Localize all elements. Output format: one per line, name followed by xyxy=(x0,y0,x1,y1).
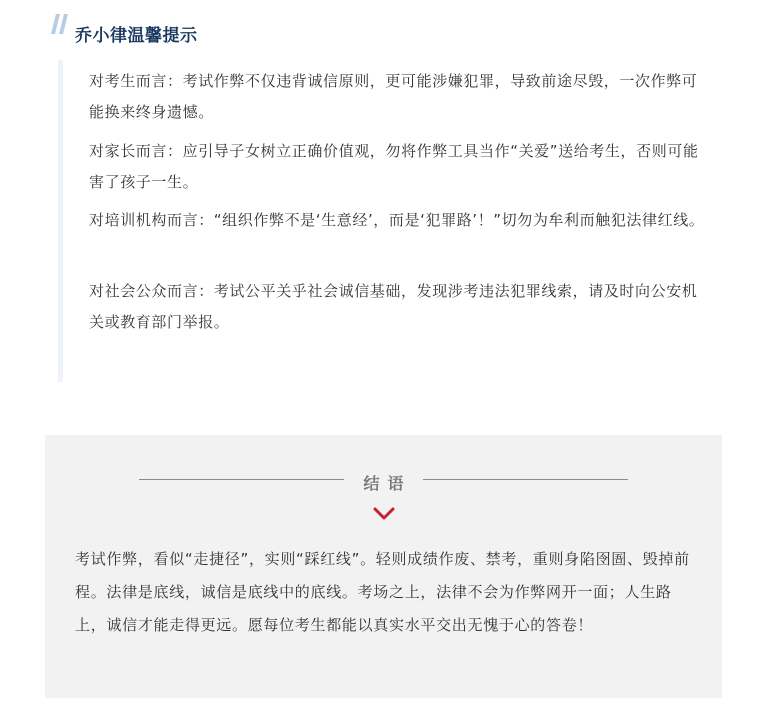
divider-left xyxy=(139,479,344,480)
conclusion-section xyxy=(45,435,722,698)
divider-right xyxy=(423,479,628,480)
conclusion-text: 考试作弊，看似“走捷径”，实则“踩红线”。轻则成绩作废、禁考，重则身陷囹圄、毁掉前程。法律是底线，诚信是底线中的底线。考场之上，法律不会为作弊网开一面；人生路上，诚信才能走得更远。愿每位考生都能以真实水平交出无愧于心的答卷！ xyxy=(75,550,690,634)
chevron-down-icon xyxy=(373,507,395,521)
tip-paragraph-training-institutions: 对培训机构而言：“组织作弊不是‘生意经’，而是‘犯罪路’！”切勿为牟利而触犯法律红线。 xyxy=(89,211,705,229)
tip-paragraph-parents: 对家长而言：应引导子女树立正确价值观，勿将作弊工具当作“关爱”送给考生，否则可能害了孩子一生。 xyxy=(89,142,699,191)
quote-marks-icon xyxy=(50,12,70,36)
tip-paragraph-public: 对社会公众而言：考试公平关乎社会诚信基础，发现涉考违法犯罪线索，请及时向公安机关或教育部门举报。 xyxy=(89,282,698,331)
tip-title: 乔小律温馨提示 xyxy=(75,26,198,46)
tip-box xyxy=(58,60,713,382)
conclusion-title: 结语 xyxy=(363,474,412,493)
tip-paragraph-candidates: 对考生而言：考试作弊不仅违背诚信原则，更可能涉嫌犯罪，导致前途尽毁，一次作弊可能换来终身遗憾。 xyxy=(89,72,698,121)
